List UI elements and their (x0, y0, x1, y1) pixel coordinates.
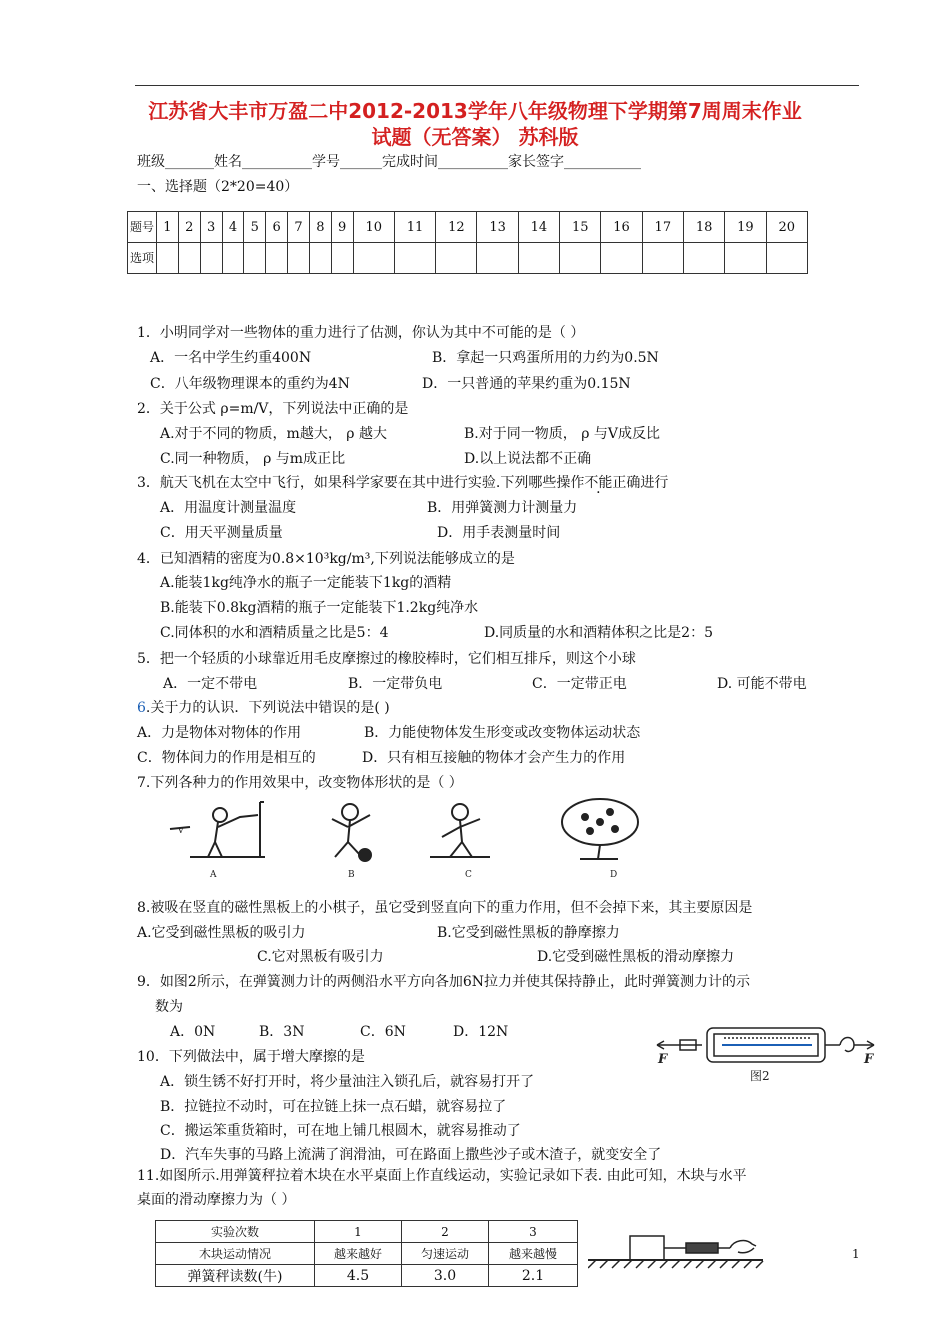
q10-option-a[interactable]: A．锁生锈不好打开时，将少量油注入锁孔后，就容易打开了 (160, 1074, 535, 1090)
num-cell: 15 (560, 212, 601, 243)
num-cell: 20 (766, 212, 807, 243)
q6-option-b[interactable]: B．力能使物体发生形变或改变物体运动状态 (364, 725, 641, 741)
answer-cell[interactable] (394, 243, 435, 274)
spring-scale-figure (652, 1020, 884, 1090)
answer-cell[interactable] (266, 243, 288, 274)
q2-option-b[interactable]: B.对于同一物质， ρ 与V成反比 (464, 426, 660, 442)
q8-option-a[interactable]: A.它受到磁性黑板的吸引力 (137, 925, 306, 941)
q3-text-a: 3．航天飞机在太空中飞行，如果科学家要在其中进行实验.下列哪些操作 (137, 475, 585, 491)
q10-option-c[interactable]: C．搬运笨重货箱时，可在地上铺几根圆木，就容易推动了 (160, 1123, 521, 1139)
answer-table (127, 211, 808, 274)
block-spring-figure (588, 1228, 768, 1278)
exp-cell: 匀速运动 (402, 1243, 489, 1265)
answer-cell[interactable] (683, 243, 724, 274)
answer-cell[interactable] (642, 243, 683, 274)
q1-option-b[interactable]: B．拿起一只鸡蛋所用的力约为0.5N (432, 350, 659, 366)
num-cell: 1 (157, 212, 179, 243)
figure-d-apple-tree (562, 799, 638, 859)
page-number: 1 (852, 1247, 860, 1261)
q10-option-d[interactable]: D．汽车失事的马路上流满了润滑油，可在路面上撒些沙子或木渣子，就变安全了 (160, 1147, 662, 1163)
num-cell: 13 (477, 212, 518, 243)
q2-option-c[interactable]: C.同一种物质， ρ 与m成正比 (160, 451, 346, 467)
num-cell: 17 (642, 212, 683, 243)
header-rule (135, 85, 859, 86)
question-2: 2．关于公式 ρ=m/V，下列说法中正确的是 (137, 401, 409, 417)
q3-text-c: 正确进行 (612, 475, 669, 491)
exp-row (156, 1243, 578, 1265)
q1-option-c[interactable]: C．八年级物理课本的重约为4N (150, 376, 350, 392)
num-cell: 16 (601, 212, 642, 243)
figure-caption: 图2 (750, 1069, 770, 1083)
fig-label-a: A (210, 870, 217, 880)
q8-option-c[interactable]: C.它对黑板有吸引力 (257, 949, 384, 965)
exp-cell: 实验次数 (156, 1221, 315, 1243)
q9-option-c[interactable]: C．6N (360, 1024, 406, 1040)
answer-cell[interactable] (200, 243, 222, 274)
q3-option-d[interactable]: D．用手表测量时间 (437, 525, 561, 541)
num-cell: 4 (222, 212, 244, 243)
num-cell: 19 (725, 212, 766, 243)
figure-a-man-pushing-wall (170, 802, 265, 857)
q9-option-a[interactable]: A．0N (170, 1024, 216, 1040)
q8-option-d[interactable]: D.它受到磁性黑板的滑动摩擦力 (537, 949, 735, 965)
num-cell: 6 (266, 212, 288, 243)
row-header: 选项 (128, 243, 157, 274)
q7-figure (160, 797, 680, 882)
answer-cell[interactable] (157, 243, 179, 274)
question-7: 7.下列各种力的作用效果中，改变物体形状的是（ ） (137, 775, 463, 791)
q3-emphasis: 不能 (584, 475, 613, 491)
q4-option-d[interactable]: D.同质量的水和酒精体积之比是2：5 (484, 625, 713, 641)
answer-cell[interactable] (222, 243, 244, 274)
row-header: 题号 (128, 212, 157, 243)
q1-option-a[interactable]: A．一名中学生约重400N (150, 350, 312, 366)
figure-c-boy-stretching (430, 804, 490, 857)
question-1: 1．小明同学对一些物体的重力进行了估测，你认为其中不可能的是（ ） (137, 325, 585, 341)
num-cell: 11 (394, 212, 435, 243)
exp-cell: 1 (315, 1221, 402, 1243)
exp-cell: 越来越慢 (489, 1243, 578, 1265)
question-4: 4．已知酒精的密度为0.8×10³kg/m³,下列说法能够成立的是 (137, 551, 515, 567)
answer-cell[interactable] (518, 243, 559, 274)
num-cell: 12 (436, 212, 477, 243)
exp-cell: 2.1 (489, 1265, 578, 1287)
q5-option-c[interactable]: C．一定带正电 (532, 676, 627, 692)
exp-cell: 3 (489, 1221, 578, 1243)
exp-cell: 3.0 (402, 1265, 489, 1287)
answer-cell[interactable] (353, 243, 394, 274)
answer-cell[interactable] (178, 243, 200, 274)
answer-cell[interactable] (766, 243, 807, 274)
num-cell: 2 (178, 212, 200, 243)
q1-option-d[interactable]: D．一只普通的苹果约重为0.15N (422, 376, 631, 392)
fig-label-d: D (610, 870, 618, 880)
q4-option-b[interactable]: B.能装下0.8kg酒精的瓶子一定能装下1.2kg纯净水 (160, 600, 479, 616)
question-11: 11.如图所示.用弹簧秤拉着木块在水平桌面上作直线运动，实验记录如下表. 由此可知，木块与水平 (137, 1168, 747, 1184)
figure-b-boy-kicking-ball (332, 804, 371, 861)
answer-cell[interactable] (331, 243, 353, 274)
answer-number-row (128, 212, 808, 243)
answer-cell[interactable] (601, 243, 642, 274)
force-label-left: F (658, 1052, 668, 1067)
q4-option-a[interactable]: A.能装1kg纯净水的瓶子一定能装下1kg的酒精 (160, 575, 452, 591)
q6-option-c[interactable]: C．物体间力的作用是相互的 (137, 750, 316, 766)
num-cell: 14 (518, 212, 559, 243)
question-6 (137, 697, 390, 717)
q6-text: .关于力的认识．下列说法中错误的是( ) (145, 700, 390, 716)
q3-option-b[interactable]: B．用弹簧测力计测量力 (427, 500, 578, 516)
doc-title-line1: 江苏省大丰市万盈二中2012-2013学年八年级物理下学期第7周周末作业 (148, 99, 802, 123)
question-8: 8.被吸在竖直的磁性黑板上的小棋子，虽它受到竖直向下的重力作用，但不会掉下来，其主要原因是 (137, 900, 753, 916)
exp-row (156, 1265, 578, 1287)
exp-row (156, 1221, 578, 1243)
student-info-line: 班级_______姓名__________学号______完成时间__________家长签字___________ (137, 154, 641, 170)
q9-option-d[interactable]: D．12N (453, 1024, 509, 1040)
answer-cell[interactable] (309, 243, 331, 274)
q10-option-b[interactable]: B．拉链拉不动时，可在拉链上抹一点石蜡，就容易拉了 (160, 1099, 507, 1115)
num-cell: 8 (309, 212, 331, 243)
num-cell: 18 (683, 212, 724, 243)
q6-option-d[interactable]: D．只有相互接触的物体才会产生力的作用 (362, 750, 626, 766)
q4-option-c[interactable]: C.同体积的水和酒精质量之比是5：4 (160, 625, 389, 641)
force-label-right: F (864, 1052, 874, 1067)
experiment-table (155, 1220, 578, 1287)
q5-option-b[interactable]: B．一定带负电 (348, 676, 443, 692)
svg-text:v: v (178, 825, 184, 836)
answer-cell[interactable] (436, 243, 477, 274)
doc-title-line2: 试题（无答案） 苏科版 (371, 125, 579, 149)
answer-cell[interactable] (288, 243, 310, 274)
fig-label-b: B (348, 870, 355, 880)
q5-option-d[interactable]: D. 可能不带电 (717, 676, 807, 692)
question-9: 9．如图2所示，在弹簧测力计的两侧沿水平方向各加6N拉力并使其保持静止，此时弹簧测力计的示 (137, 974, 750, 990)
answer-cell[interactable] (725, 243, 766, 274)
question-3 (137, 472, 668, 492)
exp-cell: 2 (402, 1221, 489, 1243)
q3-option-a[interactable]: A．用温度计测量温度 (160, 500, 297, 516)
q9-option-b[interactable]: B．3N (259, 1024, 305, 1040)
exp-cell: 4.5 (315, 1265, 402, 1287)
answer-cell[interactable] (244, 243, 266, 274)
num-cell: 10 (353, 212, 394, 243)
exp-cell: 越来越好 (315, 1243, 402, 1265)
question-11-cont: 桌面的滑动摩擦力为（ ） (137, 1192, 296, 1208)
answer-cell[interactable] (477, 243, 518, 274)
exp-cell: 木块运动情况 (156, 1243, 315, 1265)
q2-option-a[interactable]: A.对于不同的物质，m越大， ρ 越大 (160, 426, 387, 442)
q2-option-d[interactable]: D.以上说法都不正确 (464, 451, 592, 467)
answer-cell[interactable] (560, 243, 601, 274)
num-cell: 7 (288, 212, 310, 243)
q5-option-a[interactable]: A．一定不带电 (163, 676, 258, 692)
exp-cell: 弹簧秤读数(牛) (156, 1265, 315, 1287)
answer-blank-row (128, 243, 808, 274)
num-cell: 3 (200, 212, 222, 243)
section-heading: 一、选择题（2*20=40） (137, 179, 299, 195)
fig-label-c: C (465, 870, 472, 880)
q6-number: 6 (137, 700, 146, 716)
question-5: 5．把一个轻质的小球靠近用毛皮摩擦过的橡胶棒时，它们相互排斥，则这个小球 (137, 651, 636, 667)
num-cell: 5 (244, 212, 266, 243)
q6-option-a[interactable]: A．力是物体对物体的作用 (137, 725, 302, 741)
num-cell: 9 (331, 212, 353, 243)
q3-option-c[interactable]: C．用天平测量质量 (160, 525, 283, 541)
q8-option-b[interactable]: B.它受到磁性黑板的静摩擦力 (437, 925, 620, 941)
question-10: 10．下列做法中，属于增大摩擦的是 (137, 1049, 365, 1065)
question-9-cont: 数为 (155, 999, 183, 1015)
